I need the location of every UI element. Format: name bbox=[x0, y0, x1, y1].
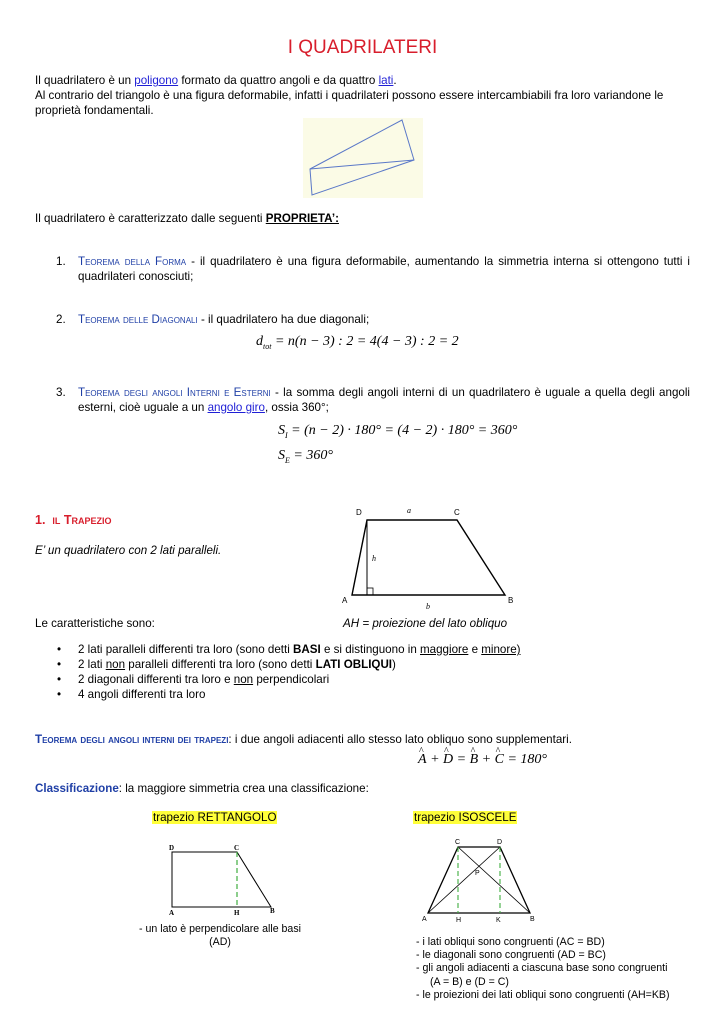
bullet-icon: • bbox=[57, 688, 62, 701]
bullet-text: paralleli differenti tra loro (sono detti bbox=[125, 658, 316, 671]
angle-a: ^ A bbox=[418, 751, 427, 769]
characteristics-label: Le caratteristiche sono: bbox=[35, 617, 155, 630]
label-k: K bbox=[496, 917, 501, 924]
bullet-underline: non bbox=[105, 658, 126, 671]
isoscele-note-line: - gli angoli adiacenti a ciascuna base sono congruenti bbox=[416, 962, 668, 975]
section-heading-trapezio bbox=[35, 513, 112, 528]
trapezio-theorem-name: Teorema degli angoli interni dei trapezi bbox=[35, 733, 229, 746]
theorem-2-text: - il quadrilatero ha due diagonali; bbox=[197, 313, 370, 326]
properties-label: PROPRIETA’: bbox=[265, 212, 339, 225]
ah-note: AH = proiezione del lato obliquo bbox=[343, 617, 508, 630]
angle-c: ^ C bbox=[495, 751, 504, 769]
bullet-text: e bbox=[468, 643, 482, 656]
isoscele-note-line: (A = B) e (D = C) bbox=[430, 975, 509, 988]
intro-text-line2: Al contrario del triangolo è una figura deformabile, infatti i quadrilateri possono essere intercambiabili fra loro variandone le proprietà fondamentali. bbox=[35, 89, 664, 117]
formula-d: d bbox=[256, 334, 263, 349]
isoscele-note-line: - i lati obliqui sono congruenti (AC = BD) bbox=[416, 936, 605, 948]
bullet-underline: maggiore bbox=[420, 643, 469, 656]
formula-rest: = n(n − 3) : 2 = 4(4 − 3) : 2 = 2 bbox=[271, 334, 459, 349]
trapezio-definition: E’ un quadrilatero con 2 lati paralleli. bbox=[35, 544, 222, 557]
trapezio-theorem-text: : i due angoli adiacenti allo stesso lato obliquo sono supplementari. bbox=[228, 733, 572, 746]
formula-value: = 180° bbox=[503, 752, 547, 767]
theorem-3-number: 3. bbox=[56, 386, 66, 399]
classification-text: : la maggiore simmetria crea una classificazione: bbox=[118, 782, 369, 795]
theorem-1-number: 1. bbox=[56, 255, 66, 268]
label-d: D bbox=[356, 508, 362, 517]
theorem-1-text: - il quadrilatero è una figura deformabile, aumentando la simmetria interna si ottengono tutti i quadrilateri conosciuti; bbox=[78, 255, 690, 283]
theorem-3-text-end: , ossia 360°; bbox=[264, 401, 329, 414]
theorem-2-name: Teorema delle Diagonali bbox=[78, 313, 198, 326]
formula-eq: = bbox=[453, 752, 470, 767]
interior-angles-formula bbox=[278, 422, 517, 445]
theorem-2-number: 2. bbox=[56, 313, 66, 326]
isoscele-note-line: - le diagonali sono congruenti (AD = BC) bbox=[416, 949, 606, 962]
section-number: 1. bbox=[35, 513, 46, 527]
theorem-2 bbox=[78, 312, 690, 327]
page-title: I QUADRILATERI bbox=[287, 37, 438, 58]
diagonals-formula bbox=[256, 333, 459, 356]
properties-intro bbox=[35, 211, 339, 226]
label-d: D bbox=[169, 844, 175, 852]
label-a: A bbox=[422, 916, 427, 923]
theorem-1-name: Teorema della Forma bbox=[78, 255, 187, 268]
link-angolo-giro[interactable]: angolo giro bbox=[207, 401, 265, 414]
exterior-angles-formula bbox=[278, 447, 333, 470]
isoscele-title bbox=[413, 810, 517, 825]
label-h: H bbox=[456, 917, 462, 924]
bullet-icon: • bbox=[57, 658, 62, 671]
rettangolo-title-text: trapezio RETTANGOLO bbox=[153, 811, 277, 824]
formula-si-s: S bbox=[278, 423, 285, 438]
rettangolo-note-line: - un lato è perpendicolare alle basi bbox=[139, 923, 301, 935]
theorem-3-name: Teorema degli angoli Interni e Esterni bbox=[78, 386, 271, 399]
isosceles-trapezoid-figure bbox=[418, 833, 543, 925]
bullet-text: perpendicolari bbox=[253, 673, 330, 686]
formula-plus: + bbox=[426, 752, 444, 767]
classification-label: Classificazione bbox=[35, 782, 119, 795]
theorem-1 bbox=[78, 254, 690, 284]
formula-se-rest: = 360° bbox=[289, 448, 333, 463]
bullet-icon: • bbox=[57, 643, 62, 656]
isoscele-notes bbox=[416, 936, 716, 1002]
trapezoid-figure bbox=[338, 502, 523, 614]
rettangolo-title bbox=[152, 810, 277, 825]
bullet-underline: minore) bbox=[481, 643, 521, 656]
link-lati[interactable]: lati bbox=[378, 74, 394, 87]
theorem-3 bbox=[78, 385, 690, 415]
angle-b: ^ B bbox=[470, 751, 479, 769]
list-item bbox=[57, 657, 697, 672]
formula-si-rest: = (n − 2) · 180° = (4 − 2) · 180° = 360° bbox=[287, 423, 518, 438]
label-p: P bbox=[475, 870, 480, 877]
right-trapezoid-figure bbox=[163, 842, 283, 920]
formula-sub: tot bbox=[263, 341, 272, 351]
angle-d: ^ D bbox=[443, 751, 453, 769]
trapezio-angles-formula bbox=[418, 751, 547, 769]
bullet-text: 4 angoli differenti tra loro bbox=[78, 688, 206, 701]
formula-se-s: S bbox=[278, 448, 285, 463]
isoscele-note-line: - le proiezioni dei lati obliqui sono congruenti (AH=KB) bbox=[416, 988, 670, 1001]
bullet-icon: • bbox=[57, 673, 62, 686]
label-c: C bbox=[454, 508, 460, 517]
label-a: A bbox=[342, 596, 348, 605]
link-poligono[interactable]: poligono bbox=[134, 74, 179, 87]
intro-text: . bbox=[393, 74, 397, 87]
properties-intro-text: Il quadrilatero è caratterizzato dalle seguenti bbox=[35, 212, 266, 225]
label-a-side: a bbox=[407, 506, 411, 515]
bullet-text: e si distinguono in bbox=[320, 643, 420, 656]
trapezio-theorem bbox=[35, 732, 572, 747]
list-item bbox=[57, 672, 697, 687]
intro-text: formato da quattro angoli e da quattro bbox=[178, 74, 379, 87]
intro-paragraph bbox=[35, 73, 690, 118]
rettangolo-note bbox=[120, 923, 320, 949]
label-h: h bbox=[372, 554, 376, 563]
bullet-bold: LATI OBLIQUI bbox=[315, 658, 393, 671]
label-a: A bbox=[169, 909, 175, 917]
label-d: D bbox=[497, 839, 503, 846]
bullet-text: ) bbox=[392, 658, 396, 671]
label-c: C bbox=[234, 844, 240, 852]
bullet-text: 2 lati paralleli differenti tra loro (sono detti bbox=[78, 643, 294, 656]
bullet-text: 2 diagonali differenti tra loro e bbox=[78, 673, 234, 686]
formula-plus: + bbox=[478, 752, 495, 767]
label-b: B bbox=[270, 907, 275, 915]
label-b-side: b bbox=[426, 602, 430, 611]
intro-text: Il quadrilatero è un bbox=[35, 74, 135, 87]
bullet-bold: BASI bbox=[293, 643, 321, 656]
classification bbox=[35, 781, 369, 796]
bullet-text: 2 lati bbox=[78, 658, 106, 671]
bullet-underline: non bbox=[233, 673, 254, 686]
formula-se-sub: E bbox=[285, 455, 290, 465]
label-b: B bbox=[530, 916, 535, 923]
characteristics-list bbox=[57, 642, 697, 702]
list-item bbox=[57, 642, 697, 657]
quadrilateral-figure bbox=[303, 118, 423, 198]
section-title: il Trapezio bbox=[52, 513, 112, 527]
label-c: C bbox=[455, 839, 461, 846]
label-h: H bbox=[234, 909, 240, 917]
isoscele-title-text: trapezio ISOSCELE bbox=[414, 811, 517, 824]
label-b: B bbox=[508, 596, 514, 605]
rettangolo-note-line: (AD) bbox=[209, 936, 231, 948]
list-item bbox=[57, 687, 697, 702]
theorem-3-text: - la somma degli angoli interni di un quadrilatero è uguale a quella degli angoli esterni, cioè uguale a un bbox=[78, 386, 690, 414]
formula-si-sub: I bbox=[285, 430, 288, 440]
